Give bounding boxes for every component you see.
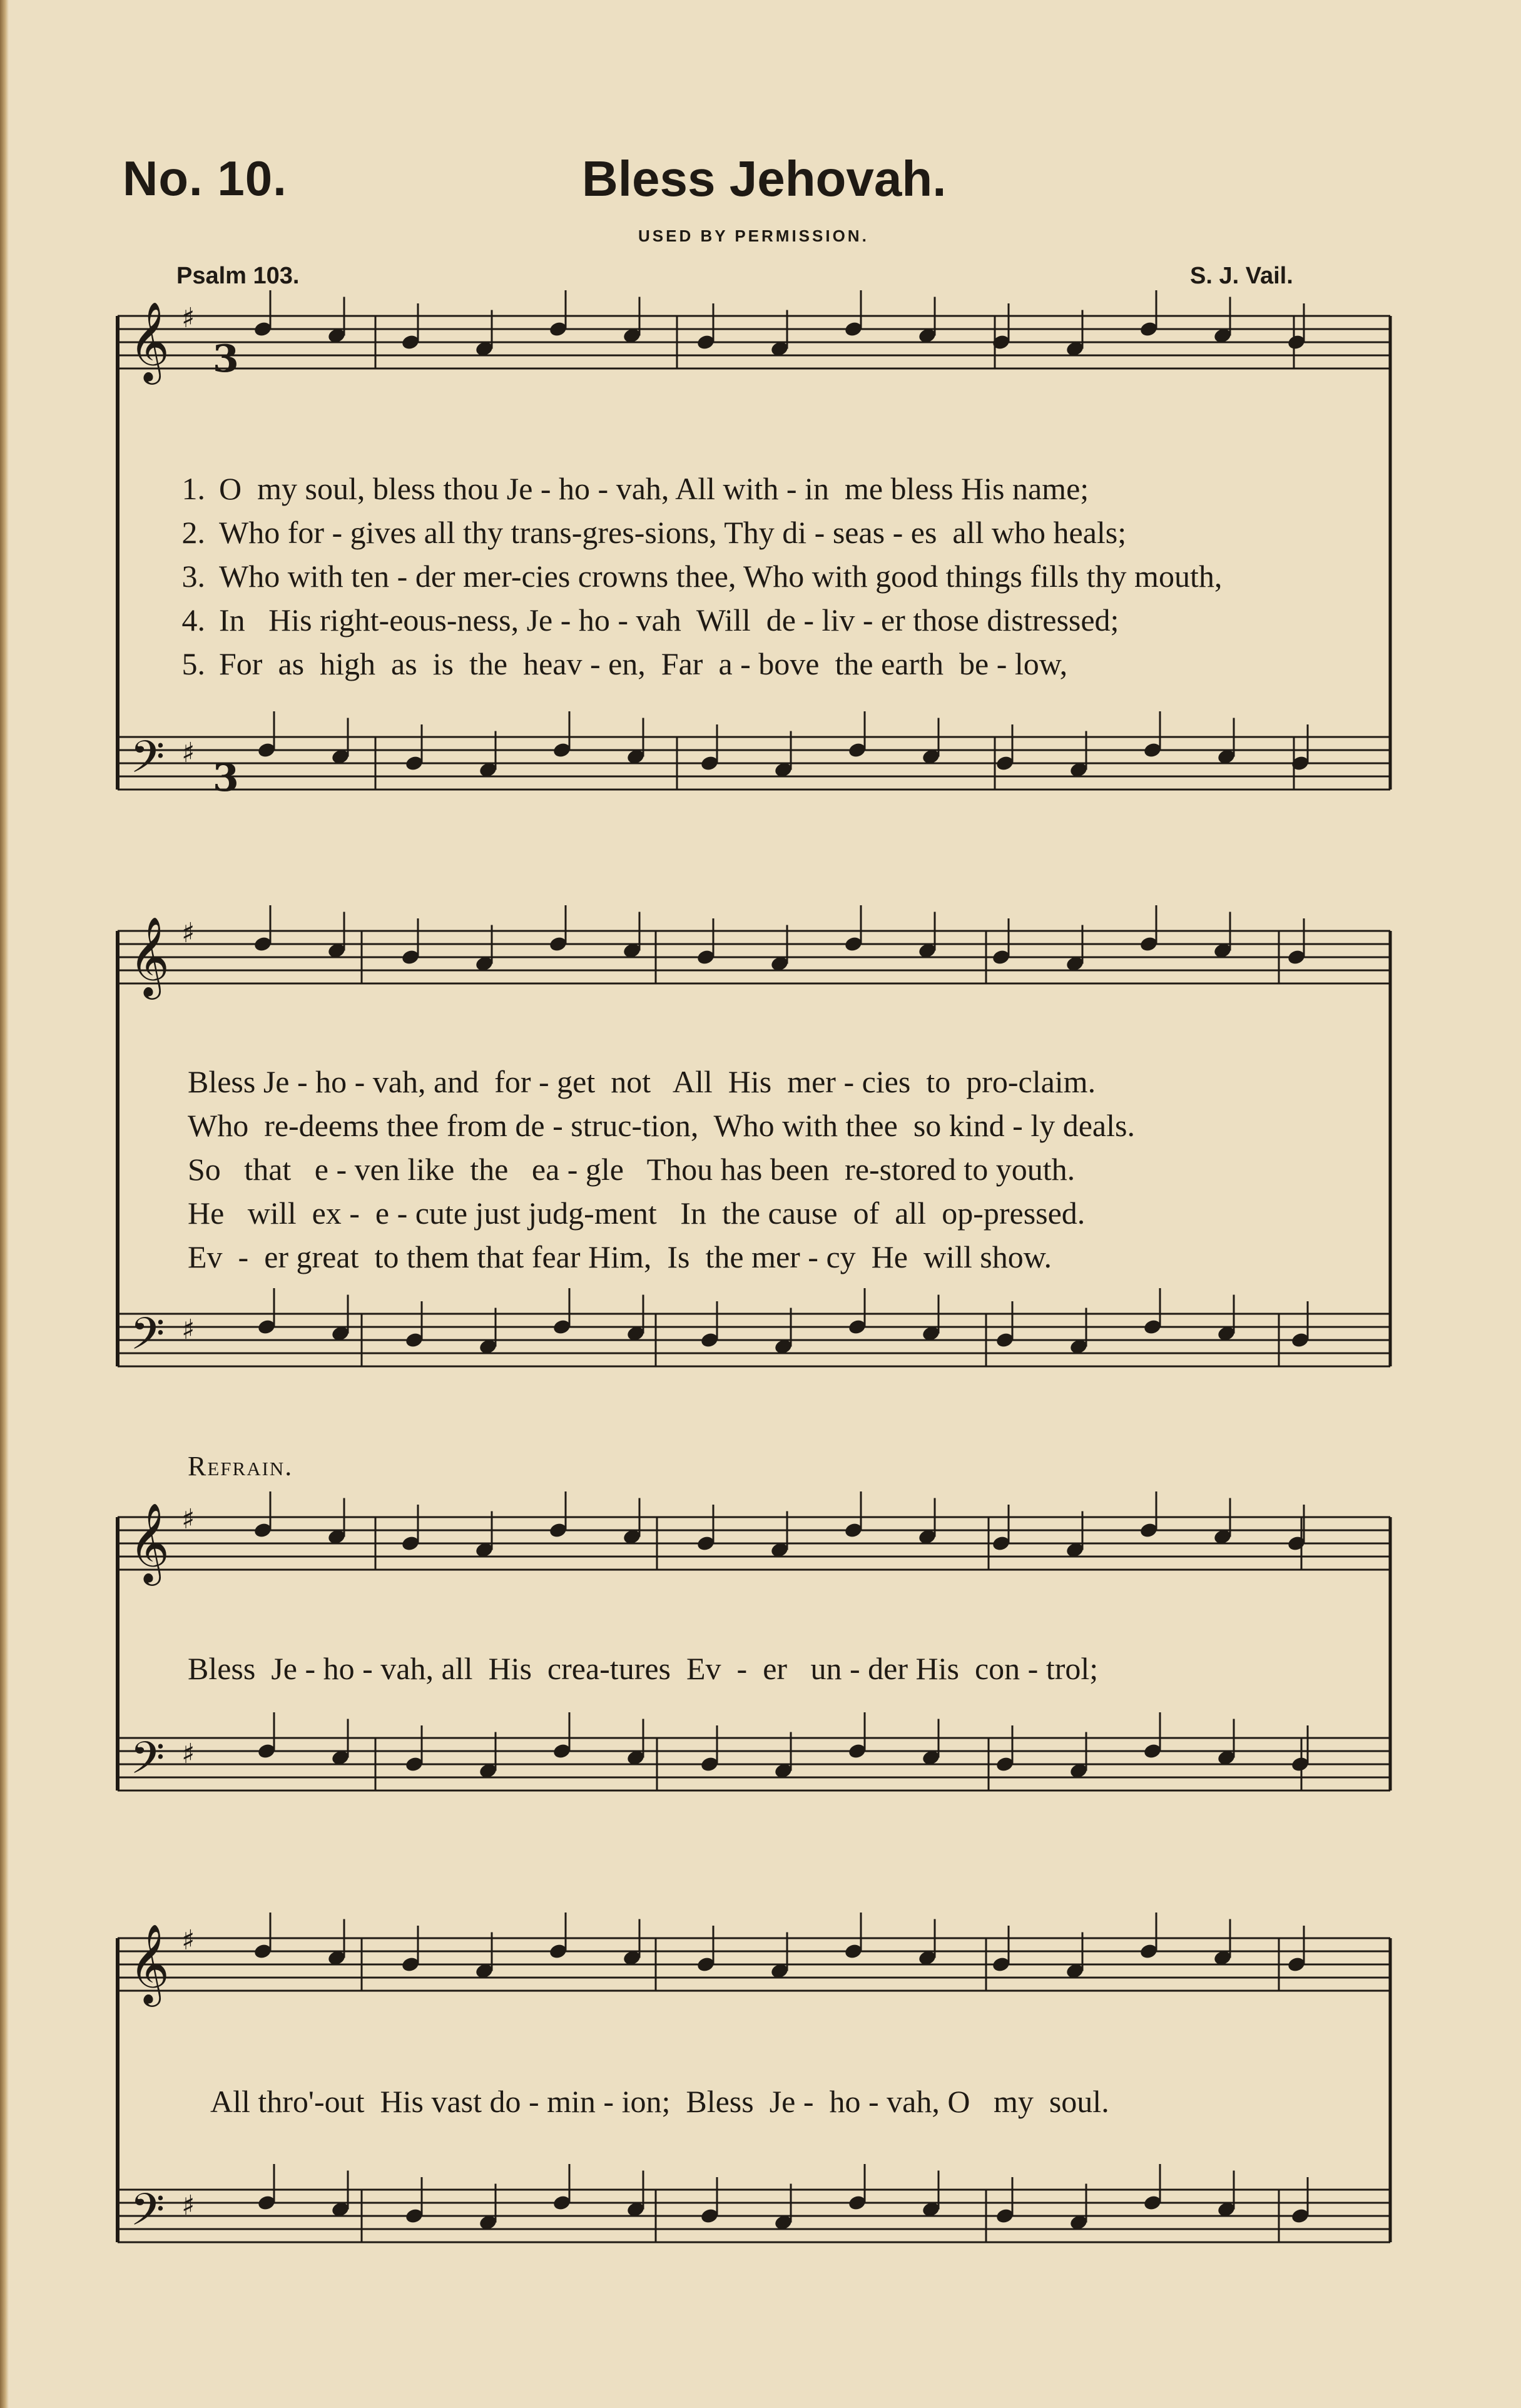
- verse-text: Who with ten - der mer-cies crowns thee, Who with good things fills thy mouth,: [219, 559, 1223, 594]
- verse-2-line-a: [174, 514, 1375, 551]
- hymn-title: Bless Jehovah.: [582, 151, 947, 206]
- verse-4-line-a: [174, 602, 1375, 638]
- scripture-source: Psalm 103.: [176, 263, 300, 289]
- sharp-icon: ♯: [181, 1924, 195, 1956]
- sharp-icon: ♯: [181, 917, 195, 949]
- refrain-label: Refrain.: [188, 1451, 293, 1481]
- verse-text: Who for - gives all thy trans-gres-sions, Thy di - seas - es all who heals;: [219, 515, 1127, 550]
- verse-1-line-b: Bless Je - ho - vah, and for - get not All His mer - cies to pro-claim.: [188, 1064, 1096, 1099]
- time-signature-bottom: 3: [213, 756, 239, 800]
- sharp-icon: ♯: [181, 1503, 195, 1535]
- treble-clef-icon: 𝄞: [129, 916, 170, 996]
- verse-5-line-a: [174, 646, 1375, 682]
- verse-2-line-b: Who re-deems thee from de - struc-tion, Who with thee so kind - ly deals.: [188, 1108, 1135, 1143]
- bass-clef-icon: 𝄢: [130, 2184, 165, 2247]
- bass-clef-icon: 𝄢: [130, 1308, 165, 1371]
- verse-3-line-a: [174, 558, 1375, 594]
- verse-text: O my soul, bless thou Je - ho - vah, All with - in me bless His name;: [219, 471, 1089, 506]
- verse-number: 3.: [181, 559, 205, 594]
- bass-clef-icon: 𝄢: [130, 1732, 165, 1795]
- bass-clef-icon: 𝄢: [130, 731, 165, 794]
- sharp-icon: ♯: [181, 1738, 195, 1770]
- refrain-line-1: Bless Je - ho - vah, all His crea-tures Ev - er un - der His con - trol;: [188, 1651, 1099, 1686]
- verse-text: In His right-eous-ness, Je - ho - vah Will de - liv - er those distressed;: [219, 602, 1119, 638]
- sharp-icon: ♯: [181, 737, 195, 769]
- verse-number: 4.: [181, 602, 205, 638]
- treble-clef-icon: 𝄞: [129, 1502, 170, 1582]
- verse-number: 5.: [181, 646, 205, 681]
- verse-1-line-a: [174, 470, 1375, 507]
- verse-number: 2.: [181, 515, 205, 550]
- refrain-line-2: All thro'-out His vast do - min - ion; Bless Je - ho - vah, O my soul.: [210, 2084, 1109, 2119]
- verse-number: 1.: [181, 471, 205, 506]
- verse-4-line-b: He will ex - e - cute just judg-ment In the cause of all op-pressed.: [188, 1196, 1086, 1231]
- sharp-icon: ♯: [181, 2190, 195, 2222]
- verse-text: For as high as is the heav - en, Far a - bove the earth be - low,: [219, 646, 1068, 681]
- composer-credit: S. J. Vail.: [1190, 263, 1293, 289]
- verse-3-line-b: So that e - ven like the ea - gle Thou has been re-stored to youth.: [188, 1152, 1076, 1187]
- sharp-icon: ♯: [181, 1314, 195, 1346]
- treble-clef-icon: 𝄞: [129, 1923, 170, 2003]
- time-signature-top: 3: [213, 337, 239, 381]
- treble-clef-icon: 𝄞: [129, 301, 170, 381]
- permission-note: USED BY PERMISSION.: [638, 226, 869, 245]
- sharp-icon: ♯: [181, 302, 195, 334]
- verse-5-line-b: Ev - er great to them that fear Him, Is the mer - cy He will show.: [188, 1239, 1052, 1274]
- hymn-number: No. 10.: [123, 151, 287, 206]
